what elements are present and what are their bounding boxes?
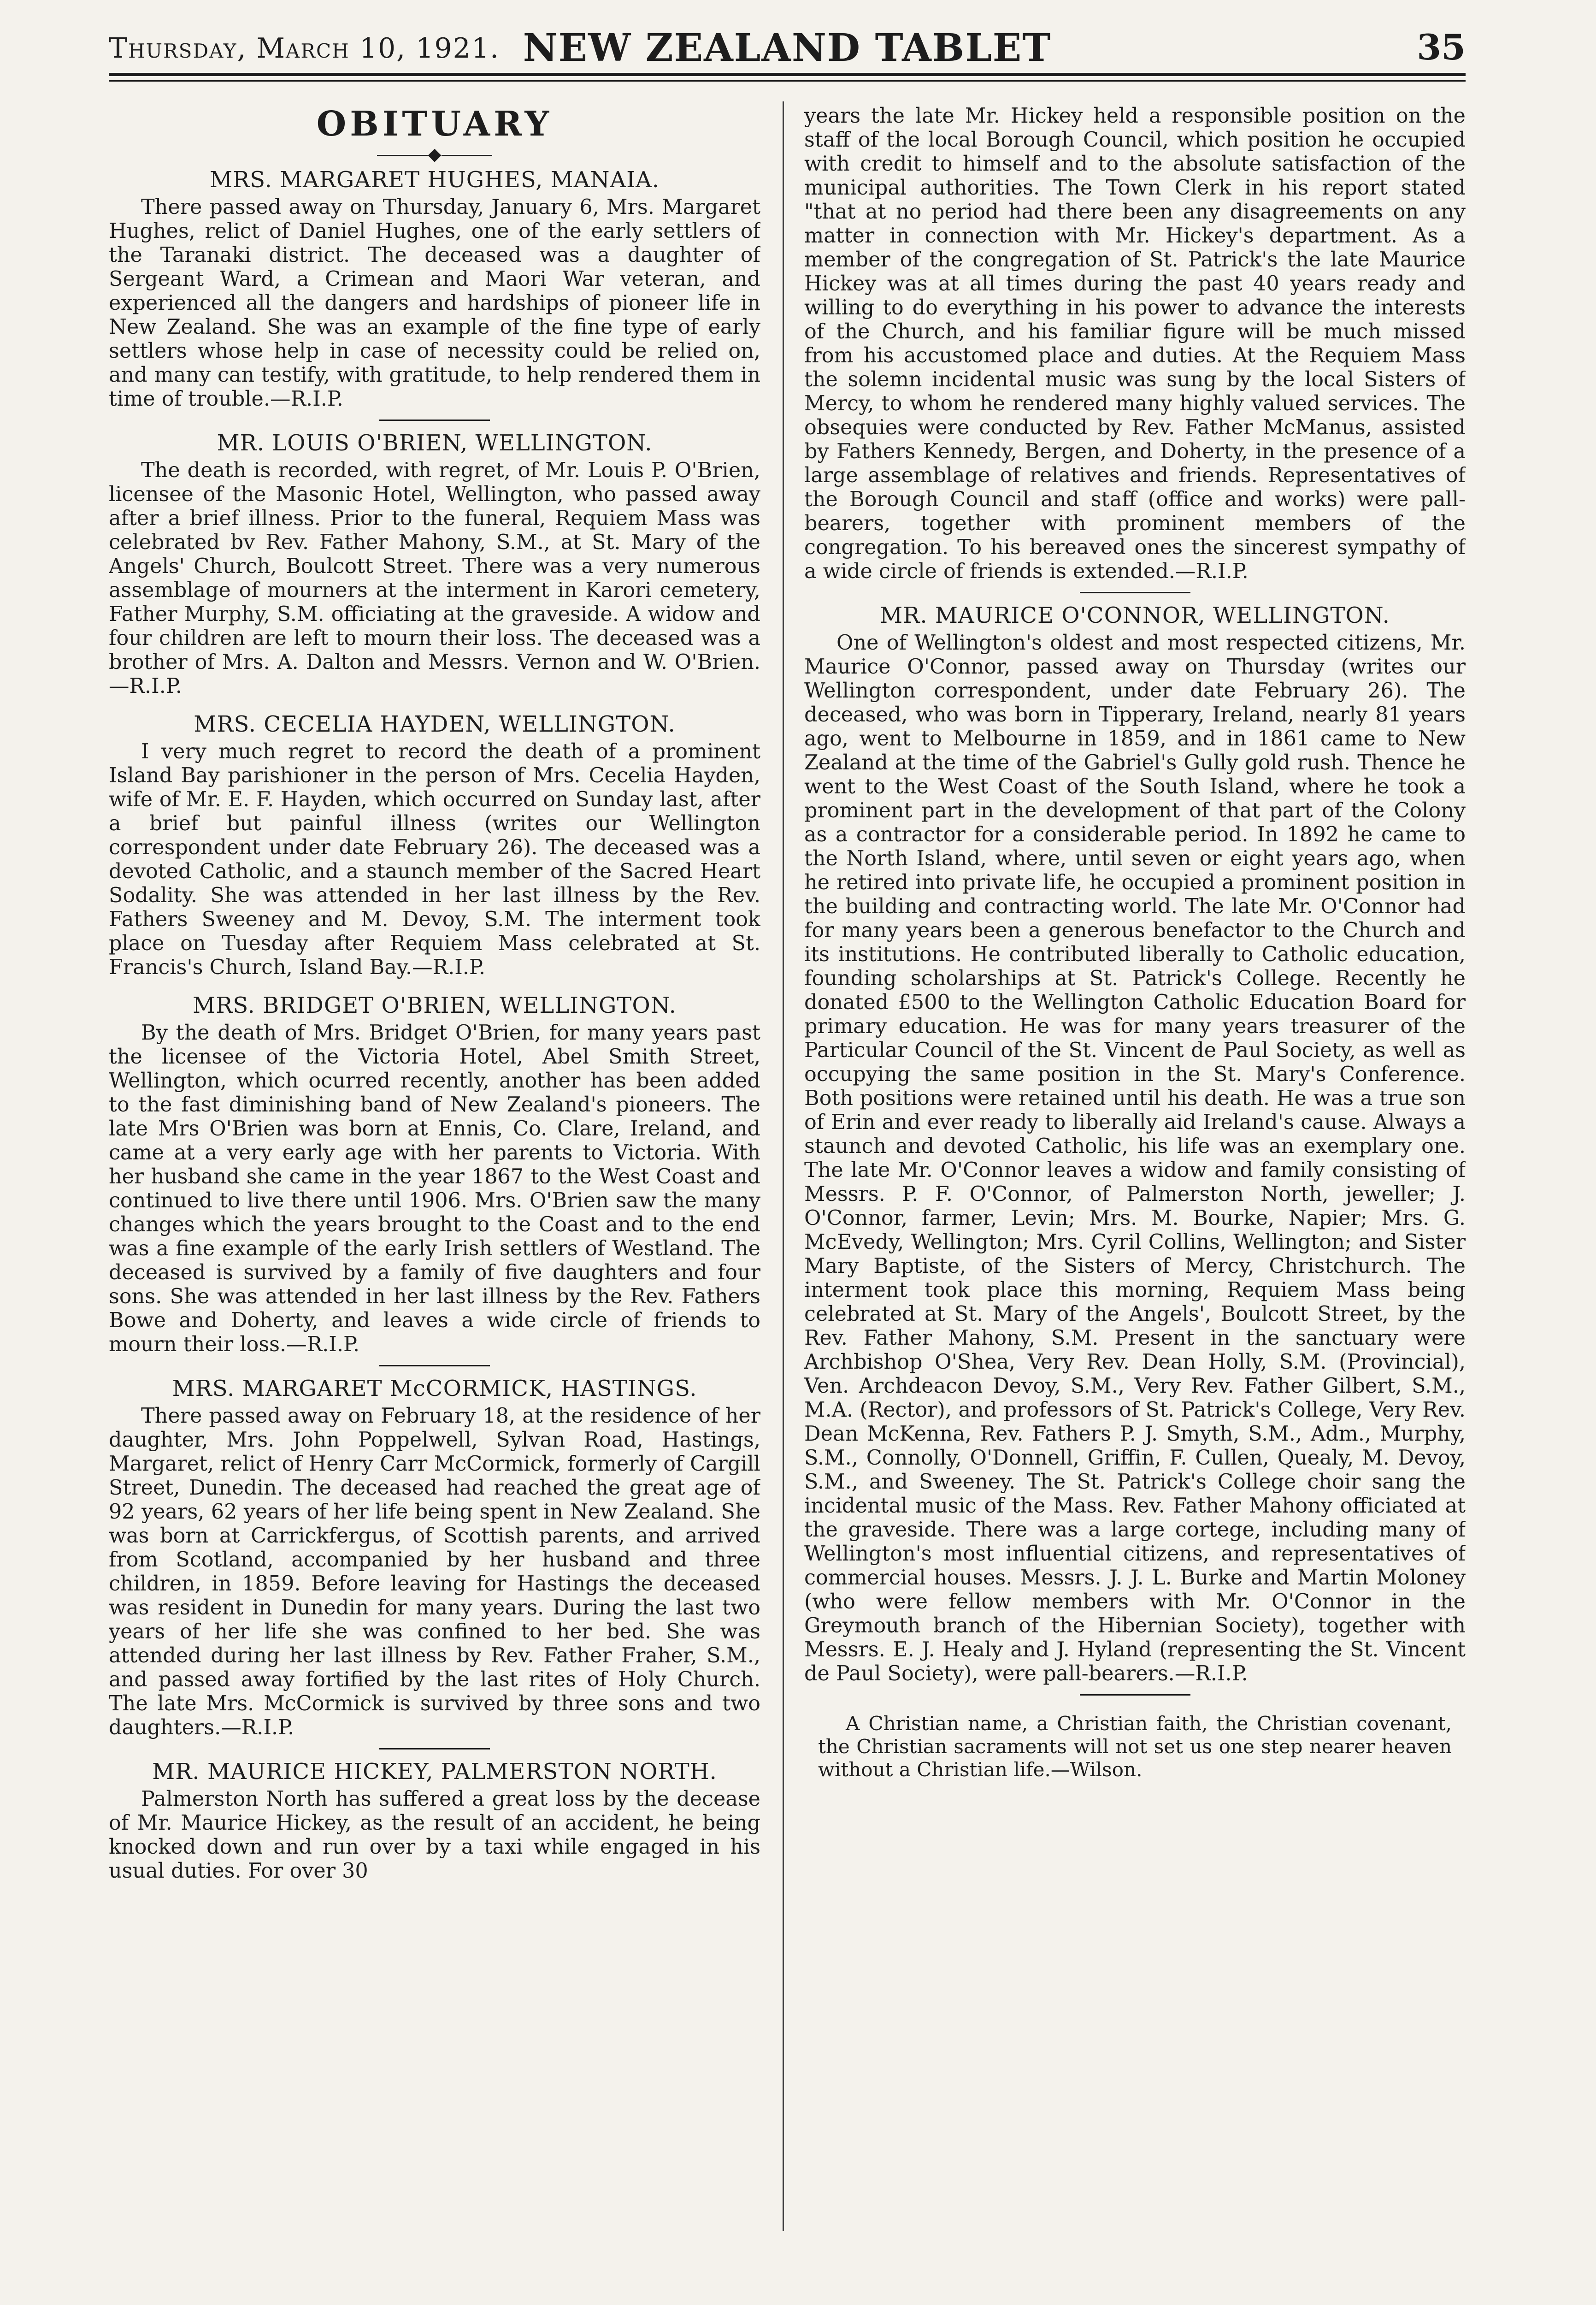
obituary-oconnor bbox=[804, 602, 1466, 1686]
obituary-body: One of Wellington's oldest and most respected citizens, Mr. Maurice O'Connor, passed away on Thursday (writes our Wellington correspondent, under date February 26). The deceased, who was born in Tipperary, Ireland, nearly 81 years ago, went to Melbourne in 1859, and in 1861 came to New Zealand at the time of the Gabriel's Gully gold rush. Thence he went to the West Coast of the South Island, where he took a prominent part in the development of that part of the Colony as a contractor for a considerable period. In 1892 he came to the North Island, where, until seven or eight years ago, when he retired into private life, he occupied a prominent position in the building and contracting world. The late Mr. O'Connor had for many years been a generous benefactor to the Church and its institutions. He contributed liberally to Catholic education, founding scholarships at St. Patrick's College. Recently he donated £500 to the Wellington Catholic Education Board for primary education. He was for many years treasurer of the Particular Council of the St. Vincent de Paul Society, as well as occupying the same position in the St. Mary's Conference. Both positions were retained until his death. He was a true son of Erin and ever ready to liberally aid Ireland's cause. Always a staunch and devoted Catholic, his life was an exemplary one. The late Mr. O'Connor leaves a widow and family consisting of Messrs. P. F. O'Connor, of Palmerston North, jeweller; J. O'Connor, farmer, Levin; Mrs. M. Bourke, Napier; Mrs. G. McEvedy, Wellington; Mrs. Cyril Collins, Wellington; and Sister Mary Baptiste, of the Sisters of Mercy, Christchurch. The interment took place this morning, Requiem Mass being celebrated at St. Mary of the Angels', Boulcott Street, by the Rev. Father Mahony, S.M. Present in the sanctuary were Archbishop O'Shea, Very Rev. Dean Holly, S.M. (Provincial), Ven. Archdeacon Devoy, S.M., Very Rev. Father Gilbert, S.M., M.A. (Rector), and professors of St. Patrick's College, Very Rev. Dean McKenna, Rev. Fathers P. J. Smyth, S.M., Adm., Murphy, S.M., Connolly, O'Donnell, Griffin, F. Cullen, Quealy, M. Devoy, S.M., and Sweeney. The St. Patrick's College choir sang the incidental music of the Mass. Rev. Father Mahony officiated at the graveside. There was a large cortege, including many of Wellington's most influential citizens, and representatives of commercial houses. Messrs. J. J. L. Burke and Martin Moloney (who were fellow members with Mr. O'Connor in the Greymouth branch of the Hibernian Society), together with Messrs. E. J. Healy and J. Hyland (representing the St. Vincent de Paul Society), were pall-bearers.—R.I.P. bbox=[804, 631, 1466, 1685]
header-rule-thin bbox=[109, 80, 1466, 82]
obituary-hickey-part-1 bbox=[109, 1758, 760, 1883]
obituary-body: Palmerston North has suffered a great loss by the decease of Mr. Maurice Hickey, as the result of an accident, he being knocked down and run over by a taxi while engaged in his usual duties. For over 30 bbox=[109, 1787, 760, 1883]
obituary-body: There passed away on Thursday, January 6, Mrs. Margaret Hughes, relict of Daniel Hughes, one of the early settlers of the Taranaki district. The deceased was a daughter of Sergeant Ward, a Crimean and Maori War veteran, and experienced all the dangers and hardships of pioneer life in New Zealand. She was an example of the fine type of early settlers whose help in case of necessity could be relied on, and many can testify, with gratitude, to help rendered them in time of trouble.—R.I.P. bbox=[109, 195, 760, 411]
right-column bbox=[804, 104, 1466, 2234]
left-column bbox=[109, 104, 760, 2234]
separator-rule bbox=[379, 1365, 490, 1366]
separator-rule bbox=[379, 1748, 490, 1749]
obituary-heading: MR. MAURICE HICKEY, PALMERSTON NORTH. bbox=[152, 1759, 717, 1785]
page-number: 35 bbox=[1417, 27, 1466, 68]
publication-title: NEW ZEALAND TABLET bbox=[523, 26, 1052, 70]
obituary-body: By the death of Mrs. Bridget O'Brien, for many years past the licensee of the Victoria Hotel, Abel Smith Street, Wellington, which ocurred recently, another has been added to the fast diminishing band of New Zealand's pioneers. The late Mrs O'Brien was born at Ennis, Co. Clare, Ireland, and came at a very early age with her parents to Victoria. With her husband she came in the year 1867 to the West Coast and continued to live there until 1906. Mrs. O'Brien saw the many changes which the years brought to the Coast and to the end was a fine example of the early Irish settlers of Westland. The deceased is survived by a family of five daughters and four sons. She was attended in her last illness by the Rev. Fathers Bowe and Doherty, and leaves a wide circle of friends to mourn their loss.—R.I.P. bbox=[109, 1021, 760, 1356]
header-rule-thick bbox=[109, 73, 1466, 76]
column-divider bbox=[783, 101, 784, 2231]
obituary-body: The death is recorded, with regret, of Mr. Louis P. O'Brien, licensee of the Masonic Hotel, Wellington, who passed away after a brief illness. Prior to the funeral, Requiem Mass was celebrated bv Rev. Father Mahony, S.M., at St. Mary of the Angels' Church, Boulcott Street. There was a very numerous assemblage of mourners at the interment in Karori cemetery, Father Murphy, S.M. officiating at the graveside. A widow and four children are left to mourn their loss. The deceased was a brother of Mrs. A. Dalton and Messrs. Vernon and W. O'Brien.—R.I.P. bbox=[109, 459, 760, 698]
page-header bbox=[109, 24, 1466, 75]
obituary-bridget-obrien bbox=[109, 992, 760, 1357]
obituary-hughes bbox=[109, 166, 760, 411]
issue-date: Thursday, March 10, 1921. bbox=[109, 32, 500, 65]
diamond-ornament-icon: ◆ bbox=[428, 144, 442, 164]
obituary-heading: MR. MAURICE O'CONNOR, WELLINGTON. bbox=[880, 603, 1390, 628]
separator-rule bbox=[379, 420, 490, 421]
obituary-body: There passed away on February 18, at the residence of her daughter, Mrs. John Poppelwell, Sylvan Road, Hastings, Margaret, relict of Henry Carr McCormick, formerly of Cargill Street, Dunedin. The deceased had reached the great age of 92 years, 62 years of her life being spent in New Zealand. She was born at Carrickfergus, of Scottish parents, and arrived from Scotland, accompanied by her husband and three children, in 1859. Before leaving for Hastings the deceased was resident in Dunedin for many years. During the last two years of her life she was confined to her bed. She was attended during her last illness by Rev. Father Fraher, S.M., and passed away fortified by the last rites of Holy Church. The late Mrs. McCormick is survived by three sons and two daughters.—R.I.P. bbox=[109, 1404, 760, 1739]
obituary-mccormick bbox=[109, 1375, 760, 1740]
obituary-heading: MRS. MARGARET HUGHES, MANAIA. bbox=[210, 167, 660, 193]
obituary-heading: MRS. BRIDGET O'BRIEN, WELLINGTON. bbox=[193, 993, 677, 1018]
obituary-heading: MRS. MARGARET McCORMICK, HASTINGS. bbox=[172, 1376, 697, 1401]
spacer bbox=[109, 980, 760, 992]
obituary-louis-obrien bbox=[109, 429, 760, 698]
obituary-hayden bbox=[109, 710, 760, 980]
separator-rule bbox=[1080, 592, 1190, 593]
closing-quote: A Christian name, a Christian faith, the Christian covenant, the Christian sacraments will not set us one step nearer heaven without a Christian life.—Wilson. bbox=[818, 1712, 1452, 1781]
obituary-body: I very much regret to record the death of a prominent Island Bay parishioner in the person of Mrs. Cecelia Hayden, wife of Mr. E. F. Hayden, which occurred on Sunday last, after a brief but painful illness (writes our Wellington correspondent under date February 26). The deceased was a devoted Catholic, and a staunch member of the Sacred Heart Sodality. She was attended in her last illness by the Rev. Fathers Sweeney and M. Devoy, S.M. The interment took place on Tuesday after Requiem Mass celebrated at St. Francis's Church, Island Bay.—R.I.P. bbox=[109, 740, 760, 979]
obituary-heading: MR. LOUIS O'BRIEN, WELLINGTON. bbox=[217, 430, 653, 456]
spacer bbox=[109, 698, 760, 710]
separator-rule bbox=[1080, 1694, 1190, 1696]
obituary-body-continued: years the late Mr. Hickey held a responsible position on the staff of the local Borough Council, which position he occupied with credit to himself and to the absolute satisfaction of the municipal authorities. The Town Clerk in his report stated "that at no period had there been any disagreements on any matter in connection with Mr. Hickey's department. As a member of the congregation of St. Patrick's the late Maurice Hickey was at all times during the past 40 years ready and willing to do everything in his power to advance the interests of the Church, and his familiar figure will be much missed from his accustomed place and duties. At the Requiem Mass the solemn incidental music was sung by the local Sisters of Mercy, to whom he rendered many highly valued services. The obsequies were conducted by Rev. Father McManus, assisted by Fathers Kennedy, Bergen, and Doherty, in the presence of a large assemblage of relatives and friends. Representatives of the Borough Council and staff (office and works) were pall-bearers, together with prominent members of the congregation. To his bereaved ones the sincerest sympathy of a wide circle of friends is extended.—R.I.P. bbox=[804, 104, 1466, 583]
obituary-heading: MRS. CECELIA HAYDEN, WELLINGTON. bbox=[194, 711, 676, 737]
title-ornament bbox=[109, 145, 760, 163]
obituary-hickey-part-2 bbox=[804, 104, 1466, 584]
section-title: OBITUARY bbox=[316, 104, 553, 144]
